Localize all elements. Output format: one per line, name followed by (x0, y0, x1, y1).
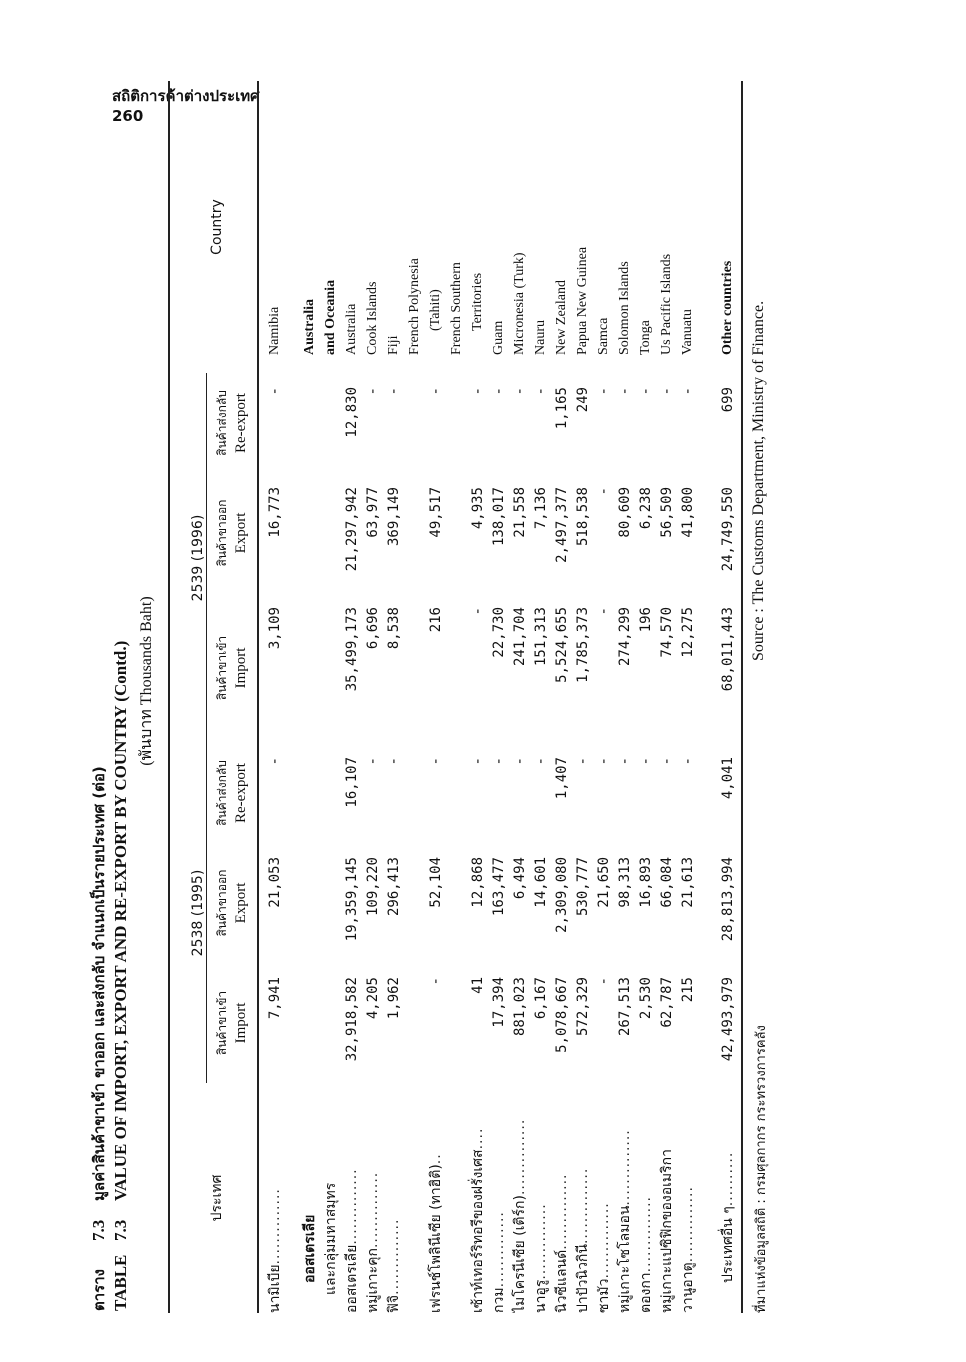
unit-label: (พันบาท Thousands Baht) (138, 596, 155, 766)
caption-thai: ตาราง7.3มูลค่าสินค้าขาเข้า ขาออก และส่งกลับ จำแนกเป็นรายประเทศ (ต่อ) (89, 766, 108, 1311)
table-row-label: French Polynesia (407, 258, 422, 355)
col-export-1996: สินค้าขาออก Export (215, 499, 249, 567)
col-reexport-1995: สินค้าส่งกลับ Re-export (215, 760, 249, 826)
table-row: หมู่เกาะคุก.............. 4,205 109,220 - 6,696 63,977 - Cook Islands (365, 281, 381, 1313)
col-export-1995: สินค้าขาออก Export (215, 869, 249, 937)
table-row: ออสเตรเลีย.............. 32,918,582 19,359,145 16,107 35,499,173 21,297,942 12,830 Australia (344, 303, 360, 1313)
table-row: เซ้าท์เทอร์ริทอรีของฝรั่งเศส.... 41 12,868 - - 4,935 - Territories (470, 272, 486, 1313)
year-1996: 2539 (1996) (176, 373, 207, 743)
table-row-other-countries: ประเทศอื่น ๆ.......... 42,493,979 28,813,994 4,041 68,011,443 24,749,550 699 Other countries (720, 260, 736, 1283)
table-row: ตองกา.............. 2,530 16,893 - 196 6,238 - Tonga (638, 320, 654, 1313)
col-reexport-1996: สินค้าส่งกลับ Re-export (215, 390, 249, 456)
table-row: หมู่เกาะแปซิฟิกของอเมริกา 62,787 66,084 - 74,570 56,509 - Us Pacific Islands (659, 253, 675, 1313)
table-row: กวม.............. 17,394 163,477 - 22,730 138,017 - Guam (491, 320, 507, 1313)
table-row: หมู่เกาะโซโลมอน.............. 267,513 98,313 - 274,299 80,609 - Solomon Islands (617, 261, 633, 1313)
table-row: นาอูรู.............. 6,167 14,601 - 151,313 7,136 - Nauru (533, 320, 549, 1313)
table-row: ซามัว.............. - 21,650 - - - - Samca (596, 317, 612, 1313)
running-header-title: สถิติการค้าต่างประเทศ (112, 87, 260, 105)
region-heading: ออสเตรเลีย Australia (302, 299, 318, 1283)
table-row: ไมโครนีเซีย (เติร์ก).............. 881,023 6,494 - 241,704 21,558 - Micronesia (Turk) (512, 252, 528, 1313)
caption-english: TABLE7.3VALUE OF IMPORT, EXPORT AND RE-EXPORT BY COUNTRY (Contd.) (111, 640, 130, 1311)
table-row: ฟิจิ.............. 1,962 296,413 - 8,538 369,149 - Fiji (386, 335, 402, 1313)
col-country-en: Country (208, 199, 225, 255)
table-row: นามิเบีย.............. 7,941 21,053 - 3,109 16,773 - Namibia (267, 306, 283, 1313)
col-country-th: ประเทศ (208, 1174, 225, 1222)
table-row-label: French Southern (449, 262, 464, 355)
table-row: นิวซีแลนด์.............. 5,078,667 2,309,080 1,407 5,524,655 2,497,377 1,165 New Zealand (554, 279, 570, 1313)
table-row: ปาปัวนิวกินี.............. 572,329 530,777 - 1,785,373 518,538 249 Papua New Guinea (575, 246, 591, 1313)
table-row: เฟรนช์โพลินีเซีย (ทาฮิติ).. - 52,104 - 216 49,517 - (Tahiti) (428, 289, 444, 1313)
col-import-1996: สินค้าขาเข้า Import (215, 635, 249, 701)
col-import-1995: สินค้าขาเข้า Import (215, 990, 249, 1056)
region-heading-2: และกลุ่มมหาสมุทร and Oceania (323, 279, 339, 1295)
page-number: 260 (112, 107, 144, 125)
table-row: วานูอาตู.............. 215 21,613 - 12,275 41,800 - Vanuatu (680, 309, 696, 1313)
table-caption (88, 641, 132, 1311)
year-1995: 2538 (1995) (176, 743, 207, 1083)
source-thai: ที่มาแห่งข้อมูลสถิติ : กรมศุลกากร กระทรวงการคลัง (754, 1025, 769, 1313)
source-english: Source : The Customs Department, Ministry of Finance. (750, 300, 767, 661)
rotated-table-page (88, 11, 878, 1351)
trade-table (168, 81, 743, 1313)
